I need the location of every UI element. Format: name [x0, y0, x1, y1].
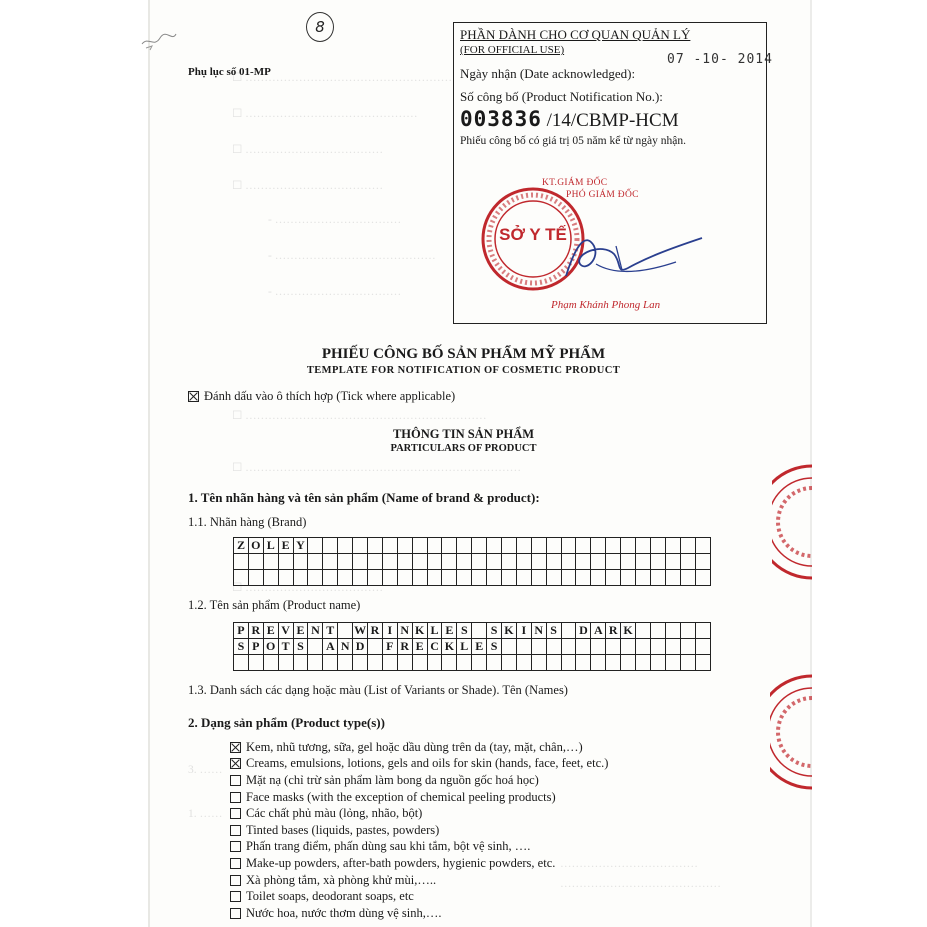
product-cell[interactable]: [308, 639, 323, 655]
brand-cell[interactable]: [353, 570, 368, 586]
product-cell[interactable]: [695, 655, 710, 671]
brand-cell[interactable]: [561, 554, 576, 570]
brand-cell[interactable]: [591, 570, 606, 586]
validity-note: Phiếu công bố có giá trị 05 năm kể từ ngày nhận.: [460, 135, 686, 147]
product-type-option[interactable]: [230, 839, 608, 856]
empty-checkbox-icon[interactable]: [230, 775, 241, 786]
product-type-option[interactable]: [230, 888, 608, 905]
product-cell[interactable]: C: [427, 639, 442, 655]
section-title: THÔNG TIN SẢN PHẨM: [392, 427, 535, 441]
brand-cell[interactable]: [338, 554, 353, 570]
product-cell[interactable]: E: [442, 623, 457, 639]
tick-instruction: [188, 389, 455, 406]
product-cell[interactable]: [606, 655, 621, 671]
product-cell[interactable]: E: [472, 639, 487, 655]
product-cell[interactable]: [353, 655, 368, 671]
product-type-label: Nước hoa, nước thơm dùng vệ sinh,….: [246, 905, 442, 920]
notification-number-suffix: /14/CBMP-HCM: [541, 110, 679, 131]
brand-cell[interactable]: [650, 570, 665, 586]
brand-cell[interactable]: [487, 538, 502, 554]
checked-box-icon[interactable]: [230, 758, 241, 769]
product-cell[interactable]: S: [546, 623, 561, 639]
brand-cell[interactable]: [621, 554, 636, 570]
brand-cell[interactable]: [606, 570, 621, 586]
brand-cell[interactable]: [502, 538, 517, 554]
brand-row: [234, 554, 711, 570]
product-cell[interactable]: [531, 639, 546, 655]
product-cell[interactable]: [472, 623, 487, 639]
brand-cell[interactable]: [323, 570, 338, 586]
appendix-label: Phụ lục số 01-MP: [188, 66, 271, 78]
brand-cell[interactable]: [278, 554, 293, 570]
brand-cell[interactable]: [695, 538, 710, 554]
handwritten-signature: [556, 224, 706, 290]
brand-cell[interactable]: [665, 570, 680, 586]
product-type-label: Creams, emulsions, lotions, gels and oils for skin (hands, face, feet, etc.): [246, 756, 609, 771]
brand-cell[interactable]: [353, 554, 368, 570]
product-cell[interactable]: D: [576, 623, 591, 639]
product-cell[interactable]: [472, 655, 487, 671]
brand-cell[interactable]: [546, 570, 561, 586]
empty-checkbox-icon[interactable]: [230, 792, 241, 803]
brand-cell[interactable]: [368, 570, 383, 586]
signer-name: Phạm Khánh Phong Lan: [551, 299, 661, 311]
brand-cell[interactable]: [308, 538, 323, 554]
product-cell[interactable]: K: [502, 623, 517, 639]
product-cell[interactable]: L: [427, 623, 442, 639]
product-type-option[interactable]: [230, 855, 608, 872]
question-2-heading: 2. Dạng sản phẩm (Product type(s)): [188, 715, 385, 730]
notification-number: [460, 107, 679, 132]
checked-box-icon[interactable]: [230, 742, 241, 753]
brand-cell[interactable]: [531, 554, 546, 570]
product-type-label: Toilet soaps, deodorant soaps, etc: [246, 889, 414, 904]
product-cell[interactable]: [576, 639, 591, 655]
product-row: [234, 655, 711, 671]
brand-cell[interactable]: [397, 570, 412, 586]
product-cell[interactable]: R: [606, 623, 621, 639]
date-acknowledged-value: 07 -10- 2014: [667, 52, 773, 67]
product-cell[interactable]: [650, 623, 665, 639]
brand-cell[interactable]: [293, 554, 308, 570]
product-cell[interactable]: [695, 623, 710, 639]
signer-position-2: PHÓ GIÁM ĐỐC: [566, 190, 639, 200]
brand-cell[interactable]: [472, 570, 487, 586]
brand-cell[interactable]: [531, 538, 546, 554]
product-cell[interactable]: S: [234, 639, 249, 655]
product-cell[interactable]: [278, 655, 293, 671]
product-type-label: Phấn trang điểm, phấn dùng sau khi tắm, bột vệ sinh, ….: [246, 839, 531, 854]
corner-scribble: [138, 28, 178, 52]
product-cell[interactable]: [546, 655, 561, 671]
product-cell[interactable]: E: [293, 623, 308, 639]
product-row: [234, 639, 711, 655]
product-cell[interactable]: O: [263, 639, 278, 655]
brand-cell[interactable]: [636, 538, 651, 554]
product-cell[interactable]: [516, 655, 531, 671]
product-cell[interactable]: A: [591, 623, 606, 639]
question-1-2-label: 1.2. Tên sản phẩm (Product name): [188, 598, 361, 612]
product-cell[interactable]: [323, 655, 338, 671]
product-cell[interactable]: I: [382, 623, 397, 639]
product-cell[interactable]: [606, 639, 621, 655]
brand-cell[interactable]: [263, 554, 278, 570]
product-cell[interactable]: S: [487, 639, 502, 655]
product-cell[interactable]: T: [278, 639, 293, 655]
brand-cell[interactable]: [516, 570, 531, 586]
brand-cell[interactable]: E: [278, 538, 293, 554]
form-title-english: TEMPLATE FOR NOTIFICATION OF COSMETIC PRODUCT: [306, 365, 621, 376]
product-type-options: [230, 739, 608, 922]
brand-cell[interactable]: [382, 538, 397, 554]
product-cell[interactable]: [457, 655, 472, 671]
brand-cell[interactable]: [308, 554, 323, 570]
brand-cell[interactable]: [650, 538, 665, 554]
product-type-label: Make-up powders, after-bath powders, hygienic powders, etc.: [246, 855, 556, 870]
brand-cell[interactable]: [382, 554, 397, 570]
brand-cell[interactable]: [695, 570, 710, 586]
checked-box-icon: [188, 391, 199, 402]
product-cell[interactable]: [248, 655, 263, 671]
empty-checkbox-icon[interactable]: [230, 858, 241, 869]
brand-cell[interactable]: [442, 570, 457, 586]
brand-cell[interactable]: [338, 538, 353, 554]
product-cell[interactable]: [502, 639, 517, 655]
edge-seal-stamp-bottom: [770, 672, 812, 792]
product-cell[interactable]: R: [368, 623, 383, 639]
brand-row: [234, 538, 711, 554]
brand-cell[interactable]: [487, 570, 502, 586]
product-cell[interactable]: [338, 623, 353, 639]
product-type-option[interactable]: [230, 872, 608, 889]
brand-cell[interactable]: [412, 570, 427, 586]
product-cell[interactable]: [531, 655, 546, 671]
product-cell[interactable]: [680, 639, 695, 655]
brand-cell[interactable]: [412, 554, 427, 570]
notification-number-label: Số công bố (Product Notification No.):: [460, 89, 663, 104]
brand-cell[interactable]: [621, 570, 636, 586]
product-cell[interactable]: [636, 655, 651, 671]
product-type-label: Mặt nạ (chỉ trừ sản phẩm làm bong da nguồn gốc hoá học): [246, 772, 539, 787]
brand-cell[interactable]: [591, 554, 606, 570]
brand-cell[interactable]: [606, 538, 621, 554]
product-cell[interactable]: [636, 639, 651, 655]
brand-cell[interactable]: [606, 554, 621, 570]
product-cell[interactable]: [650, 655, 665, 671]
brand-cell[interactable]: [636, 554, 651, 570]
product-cell[interactable]: E: [263, 623, 278, 639]
product-cell[interactable]: N: [397, 623, 412, 639]
brand-cell[interactable]: [323, 538, 338, 554]
brand-cell[interactable]: [457, 538, 472, 554]
brand-cell[interactable]: [680, 570, 695, 586]
product-cell[interactable]: V: [278, 623, 293, 639]
brand-cell[interactable]: [665, 538, 680, 554]
product-cell[interactable]: [412, 655, 427, 671]
brand-cell[interactable]: [516, 538, 531, 554]
product-cell[interactable]: [397, 655, 412, 671]
tick-instruction-text: Đánh dấu vào ô thích hợp (Tick where applicable): [204, 389, 456, 403]
brand-cell[interactable]: [248, 570, 263, 586]
product-cell[interactable]: [442, 655, 457, 671]
product-cell[interactable]: R: [397, 639, 412, 655]
brand-cell[interactable]: [234, 554, 249, 570]
brand-cell[interactable]: [576, 570, 591, 586]
brand-cell[interactable]: [695, 554, 710, 570]
product-cell[interactable]: [561, 655, 576, 671]
product-cell[interactable]: [487, 655, 502, 671]
brand-cell[interactable]: [248, 554, 263, 570]
brand-cell[interactable]: [472, 554, 487, 570]
empty-checkbox-icon[interactable]: [230, 875, 241, 886]
brand-cell[interactable]: [293, 570, 308, 586]
page-number-handwritten: 8: [306, 12, 334, 42]
official-use-subtitle: (FOR OFFICIAL USE): [460, 44, 565, 56]
brand-cell[interactable]: [472, 538, 487, 554]
product-cell[interactable]: S: [487, 623, 502, 639]
product-cell[interactable]: F: [382, 639, 397, 655]
product-cell[interactable]: [338, 655, 353, 671]
brand-cell[interactable]: [368, 538, 383, 554]
product-row: [234, 623, 711, 639]
product-cell[interactable]: [502, 655, 517, 671]
brand-cell[interactable]: [442, 554, 457, 570]
product-cell[interactable]: I: [516, 623, 531, 639]
official-use-title: PHẦN DÀNH CHO CƠ QUAN QUẢN LÝ: [460, 27, 691, 42]
product-cell[interactable]: [293, 655, 308, 671]
product-cell[interactable]: [368, 639, 383, 655]
empty-checkbox-icon[interactable]: [230, 808, 241, 819]
product-cell[interactable]: [427, 655, 442, 671]
brand-cell[interactable]: [561, 538, 576, 554]
edge-seal-stamp-top: [772, 462, 812, 582]
product-cell[interactable]: [680, 655, 695, 671]
product-cell[interactable]: [516, 639, 531, 655]
brand-cell[interactable]: L: [263, 538, 278, 554]
brand-cell[interactable]: [591, 538, 606, 554]
brand-cell[interactable]: [636, 570, 651, 586]
product-cell[interactable]: [665, 623, 680, 639]
product-cell[interactable]: [546, 639, 561, 655]
brand-cell[interactable]: [234, 570, 249, 586]
product-type-option[interactable]: [230, 789, 608, 806]
brand-cell[interactable]: [427, 570, 442, 586]
brand-cell[interactable]: [412, 538, 427, 554]
empty-checkbox-icon[interactable]: [230, 891, 241, 902]
brand-cell[interactable]: [561, 570, 576, 586]
brand-cell[interactable]: [368, 554, 383, 570]
product-cell[interactable]: [368, 655, 383, 671]
brand-cell[interactable]: [382, 570, 397, 586]
brand-cell[interactable]: [278, 570, 293, 586]
brand-cell[interactable]: [546, 538, 561, 554]
product-name-grid[interactable]: [233, 622, 711, 671]
section-title-english: PARTICULARS OF PRODUCT: [390, 443, 537, 454]
product-cell[interactable]: [665, 655, 680, 671]
signer-position-1: KT.GIÁM ĐỐC: [542, 178, 608, 188]
empty-checkbox-icon[interactable]: [230, 825, 241, 836]
product-type-label: Face masks (with the exception of chemical peeling products): [246, 789, 556, 804]
product-cell[interactable]: P: [248, 639, 263, 655]
brand-cell[interactable]: [680, 554, 695, 570]
product-cell[interactable]: [621, 655, 636, 671]
brand-cell[interactable]: [308, 570, 323, 586]
product-cell[interactable]: K: [412, 623, 427, 639]
brand-row: [234, 570, 711, 586]
seal-text: SỞ Y TẾ: [499, 225, 567, 244]
question-1-1-label: 1.1. Nhãn hàng (Brand): [188, 515, 307, 529]
brand-cell[interactable]: [323, 554, 338, 570]
product-cell[interactable]: [680, 623, 695, 639]
brand-cell[interactable]: [353, 538, 368, 554]
product-cell[interactable]: [576, 655, 591, 671]
brand-cell[interactable]: [397, 554, 412, 570]
product-type-option[interactable]: [230, 772, 608, 789]
date-acknowledged-label: Ngày nhận (Date acknowledged):: [460, 66, 636, 81]
product-cell[interactable]: S: [293, 639, 308, 655]
product-cell[interactable]: [636, 623, 651, 639]
product-type-option[interactable]: [230, 822, 608, 839]
product-cell[interactable]: S: [457, 623, 472, 639]
brand-cell[interactable]: [457, 570, 472, 586]
product-cell[interactable]: [308, 655, 323, 671]
product-type-label: Kem, nhũ tương, sữa, gel hoặc dầu dùng trên da (tay, mặt, chân,…): [246, 739, 583, 754]
product-cell[interactable]: N: [308, 623, 323, 639]
product-type-label: Tinted bases (liquids, pastes, powders): [246, 822, 440, 837]
product-type-option[interactable]: [230, 756, 608, 773]
product-cell[interactable]: D: [353, 639, 368, 655]
brand-cell[interactable]: Y: [293, 538, 308, 554]
brand-cell[interactable]: [338, 570, 353, 586]
brand-cell[interactable]: [576, 538, 591, 554]
question-1-heading: 1. Tên nhãn hàng và tên sản phẩm (Name of brand & product):: [188, 490, 540, 505]
product-type-label: Xà phòng tắm, xà phòng khử mùi,…..: [246, 872, 437, 887]
product-cell[interactable]: [665, 639, 680, 655]
product-cell[interactable]: [561, 623, 576, 639]
brand-cell[interactable]: [397, 538, 412, 554]
empty-checkbox-icon[interactable]: [230, 841, 241, 852]
question-1-3-label: 1.3. Danh sách các dạng hoặc màu (List of Variants or Shade). Tên (Names): [188, 683, 568, 697]
product-cell[interactable]: T: [323, 623, 338, 639]
product-cell[interactable]: R: [248, 623, 263, 639]
product-cell[interactable]: [263, 655, 278, 671]
brand-cell[interactable]: Z: [234, 538, 249, 554]
product-cell[interactable]: [621, 639, 636, 655]
brand-cell[interactable]: O: [248, 538, 263, 554]
brand-cell[interactable]: [531, 570, 546, 586]
product-type-option[interactable]: [230, 905, 608, 922]
brand-cell[interactable]: [546, 554, 561, 570]
brand-cell[interactable]: [457, 554, 472, 570]
product-cell[interactable]: E: [412, 639, 427, 655]
product-cell[interactable]: [650, 639, 665, 655]
product-cell[interactable]: [591, 639, 606, 655]
notification-number-stamped: 003836: [460, 107, 542, 131]
product-type-option[interactable]: [230, 739, 608, 756]
brand-name-grid[interactable]: [233, 537, 711, 586]
brand-cell[interactable]: [502, 570, 517, 586]
product-cell[interactable]: [382, 655, 397, 671]
product-cell[interactable]: [591, 655, 606, 671]
product-cell[interactable]: [234, 655, 249, 671]
brand-cell[interactable]: [650, 554, 665, 570]
brand-cell[interactable]: [516, 554, 531, 570]
brand-cell[interactable]: [621, 538, 636, 554]
product-cell[interactable]: P: [234, 623, 249, 639]
product-cell[interactable]: W: [354, 623, 367, 637]
product-cell[interactable]: K: [621, 623, 636, 639]
form-title: PHIẾU CÔNG BỐ SẢN PHẨM MỸ PHẨM: [321, 346, 606, 362]
product-cell[interactable]: L: [457, 639, 472, 655]
product-cell[interactable]: [561, 639, 576, 655]
brand-cell[interactable]: [665, 554, 680, 570]
brand-cell[interactable]: [680, 538, 695, 554]
brand-cell[interactable]: [576, 554, 591, 570]
brand-cell[interactable]: [502, 554, 517, 570]
brand-cell[interactable]: [442, 538, 457, 554]
product-type-option[interactable]: [230, 805, 608, 822]
product-cell[interactable]: [695, 639, 710, 655]
product-cell[interactable]: N: [531, 623, 546, 639]
product-cell[interactable]: N: [338, 639, 353, 655]
brand-cell[interactable]: [263, 570, 278, 586]
brand-cell[interactable]: [427, 554, 442, 570]
product-cell[interactable]: K: [442, 639, 457, 655]
empty-checkbox-icon[interactable]: [230, 908, 241, 919]
product-type-label: Các chất phủ màu (lỏng, nhão, bột): [246, 806, 423, 821]
product-cell[interactable]: A: [323, 639, 338, 655]
brand-cell[interactable]: [427, 538, 442, 554]
brand-cell[interactable]: [487, 554, 502, 570]
